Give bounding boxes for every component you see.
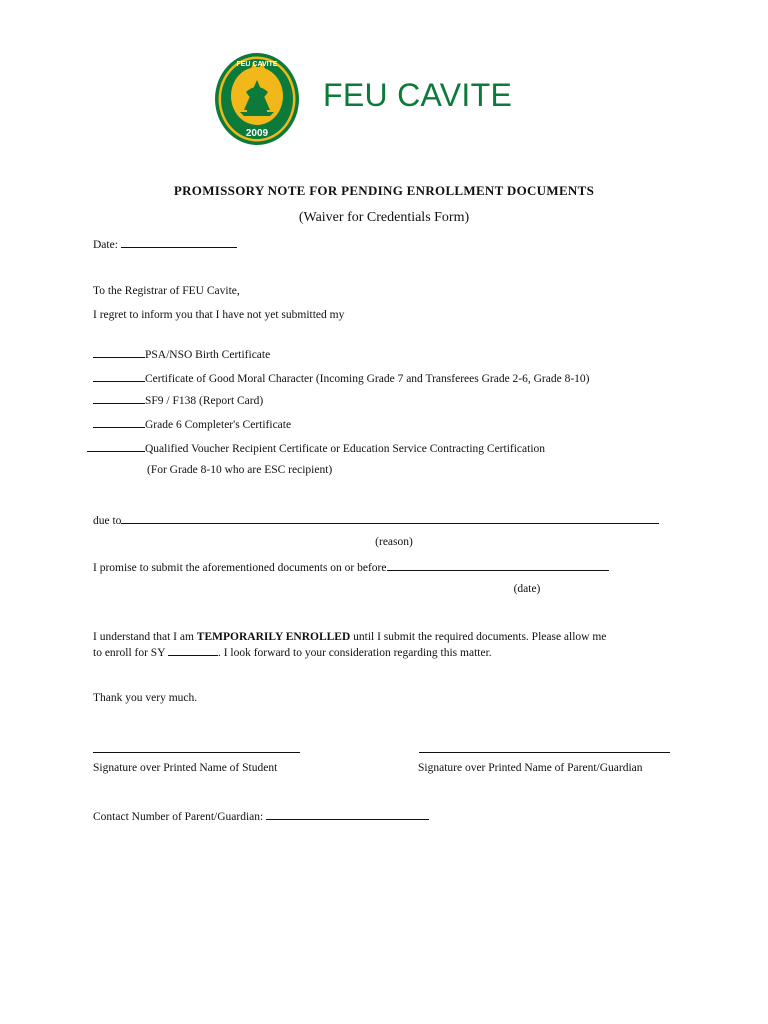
- checklist-blank[interactable]: [87, 440, 145, 452]
- checklist-item: [93, 346, 270, 362]
- promise-text: I promise to submit the aforementioned documents on or before: [93, 562, 387, 574]
- reason-caption: (reason): [375, 536, 413, 548]
- date-caption: (date): [513, 583, 541, 595]
- logo-top-text: FEU CAVITE: [236, 61, 278, 68]
- checklist-item: [87, 440, 545, 456]
- salutation: To the Registrar of FEU Cavite,: [93, 285, 240, 297]
- date-label: Date:: [93, 239, 118, 251]
- checklist-blank[interactable]: [93, 392, 145, 404]
- checklist-note: (For Grade 8-10 who are ESC recipient): [147, 464, 333, 476]
- checklist-item-label: Qualified Voucher Recipient Certificate or Education Service Contracting Certification: [145, 443, 546, 455]
- student-signature-label: Signature over Printed Name of Student: [93, 762, 278, 774]
- date-blank[interactable]: [121, 236, 237, 248]
- student-signature-line[interactable]: [93, 752, 300, 753]
- enroll-text: . I look forward to your consideration regarding this matter.: [217, 647, 492, 659]
- parent-signature-line[interactable]: [419, 752, 670, 753]
- thanks-text: Thank you very much.: [93, 692, 198, 704]
- checklist-item-label: SF9 / F138 (Report Card): [145, 395, 264, 407]
- checklist-item-label: PSA/NSO Birth Certificate: [145, 349, 271, 361]
- checklist-item: [93, 392, 263, 408]
- checklist-blank[interactable]: [93, 346, 145, 358]
- checklist-item-label: Certificate of Good Moral Character (Incoming Grade 7 and Transferees Grade 2-6, Grade 8-10): [145, 373, 590, 385]
- understanding-text: until I submit the required documents. Please allow me: [353, 631, 607, 643]
- checklist-item-label: Grade 6 Completer's Certificate: [145, 419, 292, 431]
- feu-cavite-seal-logo: [214, 52, 300, 146]
- checklist-item: [93, 416, 291, 432]
- contact-label: Contact Number of Parent/Guardian:: [93, 811, 264, 823]
- logo-year-text: 2009: [245, 128, 269, 139]
- checklist-blank[interactable]: [93, 370, 145, 382]
- enroll-text: to enroll for SY: [93, 647, 166, 659]
- document-subtitle: (Waiver for Credentials Form): [298, 210, 470, 225]
- brand-name: FEU CAVITE: [323, 77, 513, 113]
- due-to-label: due to: [93, 515, 122, 527]
- due-to-field[interactable]: [93, 512, 659, 528]
- document-title: PROMISSORY NOTE FOR PENDING ENROLLMENT DOCUMENTS: [173, 183, 595, 198]
- checklist-blank[interactable]: [93, 416, 145, 428]
- understanding-line-2: [93, 644, 492, 660]
- promise-field[interactable]: [93, 559, 609, 575]
- understanding-text: I understand that I am: [93, 631, 194, 643]
- temporarily-enrolled-text: TEMPORARILY ENROLLED: [196, 631, 351, 643]
- parent-signature-label: Signature over Printed Name of Parent/Guardian: [418, 762, 643, 774]
- contact-field[interactable]: [93, 808, 429, 824]
- understanding-line-1: [93, 630, 606, 644]
- checklist-item: [93, 370, 590, 386]
- submission-date-blank[interactable]: [387, 559, 609, 571]
- school-year-blank[interactable]: [168, 644, 218, 656]
- date-field[interactable]: [93, 236, 237, 252]
- intro-text: I regret to inform you that I have not yet submitted my: [93, 309, 345, 321]
- contact-blank[interactable]: [266, 808, 429, 820]
- reason-blank[interactable]: [121, 512, 659, 524]
